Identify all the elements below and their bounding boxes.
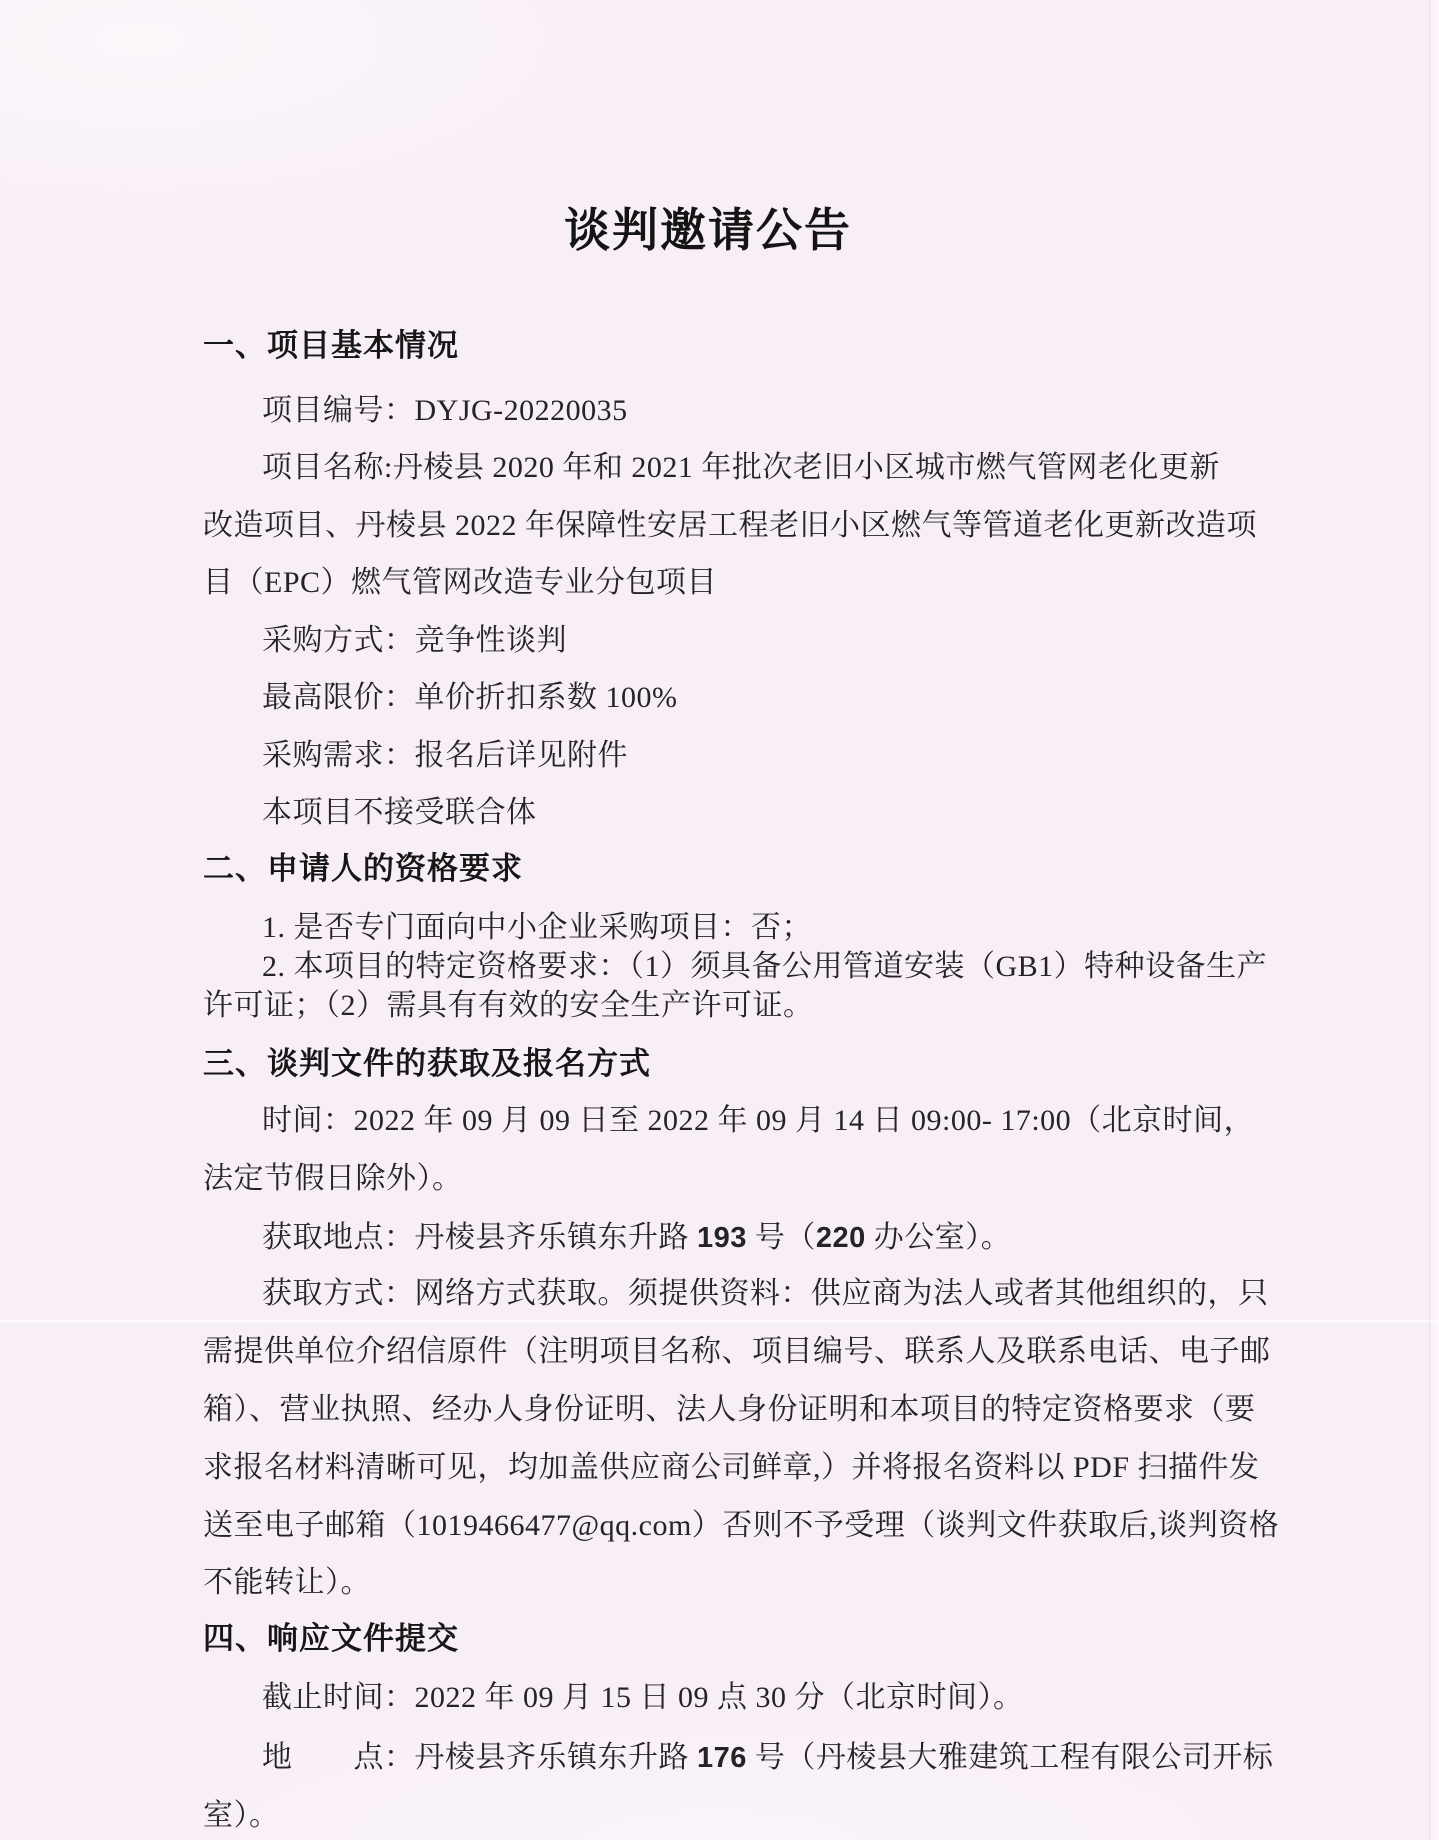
obtain-location-post: 办公室）。 — [865, 1221, 1012, 1254]
submission-place-pre: 地 点：丹棱县齐乐镇东升路 — [262, 1741, 697, 1774]
no-consortium-line: 本项目不接受联合体 — [262, 796, 537, 829]
obtain-method-line6: 不能转让）。 — [203, 1566, 371, 1599]
document-title: 谈判邀请公告 — [564, 205, 852, 256]
obtain-location-street-number: 193 — [697, 1222, 747, 1254]
submission-place-post: 号（丹棱县大雅建筑工程有限公司开标 — [746, 1741, 1274, 1774]
procurement-method-line: 采购方式：竞争性谈判 — [262, 624, 567, 657]
qualification-item2-line2: 许可证；（2）需具有有效的安全生产许可证。 — [203, 989, 814, 1022]
project-name-line2: 改造项目、丹棱县 2022 年保障性安居工程老旧小区燃气等管道老化更新改造项 — [203, 509, 1257, 542]
obtain-location-line — [203, 1220, 1272, 1256]
submission-place-line2: 室）。 — [203, 1799, 280, 1832]
submission-place-street-number: 176 — [697, 1742, 747, 1774]
obtain-method-line2: 需提供单位介绍信原件（注明项目名称、项目编号、联系人及联系电话、电子邮 — [203, 1335, 1271, 1368]
obtain-method-line3: 箱）、营业执照、经办人身份证明、法人身份证明和本项目的特定资格要求（要 — [203, 1393, 1256, 1426]
scan-artifact-page-right-edge — [1429, 0, 1439, 1840]
section2-heading: 二、申请人的资格要求 — [203, 851, 523, 886]
obtain-location-mid: 号（ — [746, 1221, 816, 1254]
submission-place-line1 — [203, 1740, 1272, 1776]
obtain-method-line5: 送至电子邮箱（1019466477@qq.com）否则不予受理（谈判文件获取后,谈判资格 — [203, 1509, 1280, 1542]
qualification-item2-line1: 2. 本项目的特定资格要求：（1）须具备公用管道安装（GB1）特种设备生产 — [262, 950, 1268, 983]
section4-heading: 四、响应文件提交 — [203, 1621, 459, 1656]
obtain-time-line1: 时间：2022 年 09 月 09 日至 2022 年 09 月 14 日 09:00- 17:00（北京时间， — [262, 1104, 1255, 1137]
project-name-line1: 项目名称:丹棱县 2020 年和 2021 年批次老旧小区城市燃气管网老化更新 — [262, 451, 1220, 484]
submission-deadline-line: 截止时间：2022 年 09 月 15 日 09 点 30 分（北京时间）。 — [262, 1681, 1024, 1714]
section3-heading: 三、谈判文件的获取及报名方式 — [203, 1046, 651, 1081]
scan-artifact-horizontal-line — [0, 1320, 1439, 1323]
obtain-location-pre: 获取地点：丹棱县齐乐镇东升路 — [262, 1221, 697, 1254]
price-cap-line: 最高限价：单价折扣系数 100% — [262, 681, 678, 714]
obtain-method-line1: 获取方式：网络方式获取。须提供资料：供应商为法人或者其他组织的，只 — [262, 1277, 1269, 1310]
obtain-time-line2: 法定节假日除外）。 — [203, 1162, 463, 1195]
obtain-location-office-number: 220 — [815, 1222, 866, 1254]
section1-heading: 一、项目基本情况 — [203, 328, 459, 363]
qualification-item1-line: 1. 是否专门面向中小企业采购项目：否； — [262, 911, 812, 944]
procurement-demand-line: 采购需求：报名后详见附件 — [262, 739, 628, 772]
project-number-line: 项目编号：DYJG-20220035 — [262, 394, 628, 427]
obtain-method-line4: 求报名材料清晰可见，均加盖供应商公司鲜章,）并将报名资料以 PDF 扫描件发 — [203, 1451, 1260, 1484]
project-name-line3: 目（EPC）燃气管网改造专业分包项目 — [203, 566, 718, 599]
